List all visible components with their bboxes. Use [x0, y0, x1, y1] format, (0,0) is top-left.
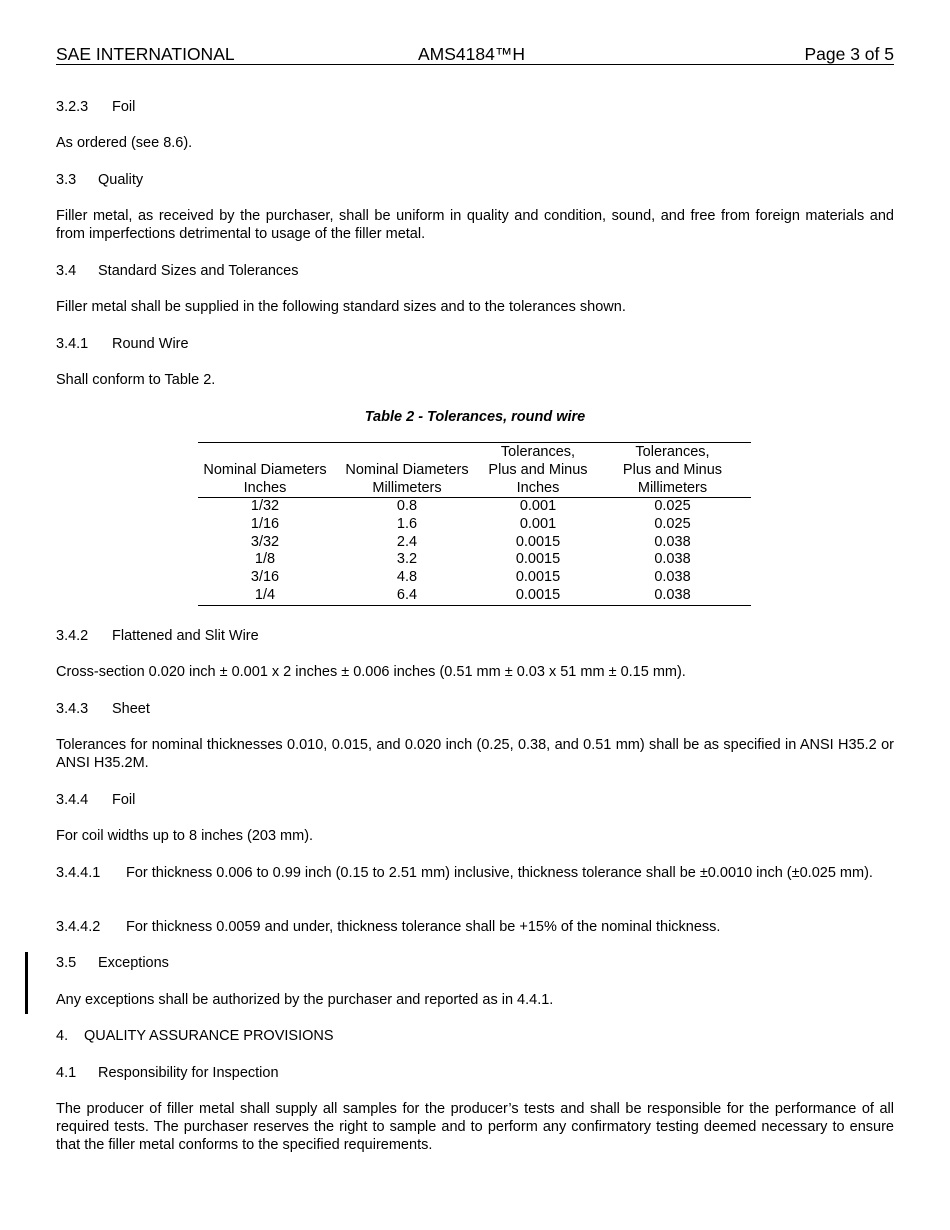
table-row	[198, 587, 751, 605]
section-title: Foil	[112, 792, 136, 808]
section-number: 4.1	[56, 1065, 77, 1081]
table-cell: 0.001	[519, 498, 557, 514]
table-header-cell	[198, 443, 332, 462]
page-header	[56, 44, 894, 65]
table-row	[198, 551, 751, 569]
table-cell: 2.4	[396, 533, 418, 550]
section-title: Round Wire	[112, 336, 189, 352]
table-caption: Table 2 - Tolerances, round wire	[364, 409, 586, 425]
table-header-cell: Millimeters	[332, 479, 482, 498]
heading-4	[56, 1027, 894, 1045]
table-cell: 0.001	[519, 515, 557, 532]
table-cell: 1/8	[254, 551, 276, 568]
heading-3-4	[56, 262, 894, 280]
table-cell: 6.4	[332, 587, 482, 605]
table-header-cell: Inches	[198, 479, 332, 498]
paragraph-3-2-3: As ordered (see 8.6).	[56, 135, 193, 151]
table-cell: 0.038	[654, 533, 691, 550]
table-header-cell: Millimeters	[594, 479, 751, 498]
table-cell: 1/16	[250, 515, 280, 532]
section-number: 4.	[56, 1028, 69, 1044]
table-cell: 1/4	[198, 587, 332, 605]
table-row	[198, 498, 751, 516]
section-number: 3.4.2	[56, 628, 89, 644]
section-title: Foil	[112, 99, 136, 115]
header-page-number: Page 3 of 5	[804, 44, 894, 64]
table-header-cell: Tolerances,	[594, 443, 751, 462]
table-cell: 0.038	[654, 569, 691, 586]
table-row	[198, 569, 751, 587]
table-row	[198, 534, 751, 552]
paragraph-3-5: Any exceptions shall be authorized by the purchaser and reported as in 4.4.1.	[56, 992, 554, 1008]
header-org: SAE INTERNATIONAL	[56, 44, 235, 64]
section-number: 3.3	[56, 172, 77, 188]
paragraph-text: For thickness 0.0059 and under, thickness tolerance shall be +15% of the nominal thickness.	[126, 919, 721, 935]
change-bar	[25, 952, 28, 1014]
table-cell: 0.025	[654, 515, 691, 532]
section-title: Exceptions	[98, 955, 169, 971]
table-cell: 0.0015	[515, 569, 561, 586]
section-title: QUALITY ASSURANCE PROVISIONS	[84, 1028, 334, 1044]
table-cell: 3/32	[250, 533, 280, 550]
paragraph-text: For thickness 0.006 to 0.99 inch (0.15 to 2.51 mm) inclusive, thickness tolerance shall be ±0.0010 inch (±0.025 mm).	[126, 865, 873, 881]
heading-3-5	[56, 954, 894, 972]
table-row	[198, 516, 751, 534]
section-number: 3.4.4	[56, 792, 89, 808]
table-header-cell	[332, 443, 482, 462]
table-cell: 0.038	[594, 587, 751, 605]
table-cell: 0.038	[654, 551, 691, 568]
heading-3-4-1	[56, 335, 894, 353]
table-cell: 1/32	[250, 498, 280, 514]
section-number: 3.4.4.1	[56, 865, 101, 881]
section-title: Sheet	[112, 701, 150, 717]
table-header-cell: Tolerances,	[482, 443, 594, 462]
paragraph-3-4-4: For coil widths up to 8 inches (203 mm).	[56, 828, 314, 844]
table-cell: 0.0015	[515, 533, 561, 550]
section-number: 3.4.1	[56, 336, 89, 352]
section-title: Responsibility for Inspection	[98, 1065, 279, 1081]
table-cell: 0.0015	[482, 587, 594, 605]
table-cell: 4.8	[396, 569, 418, 586]
heading-3-4-4	[56, 791, 894, 809]
table-cell: 0.8	[396, 498, 418, 514]
table-header-row	[198, 479, 751, 498]
table-header-row	[198, 461, 751, 479]
paragraph-3-4-2: Cross-section 0.020 inch ± 0.001 x 2 inches ± 0.006 inches (0.51 mm ± 0.03 x 51 mm ± 0.15 mm).	[56, 664, 686, 680]
table-cell: 0.025	[654, 498, 691, 514]
heading-4-1	[56, 1064, 894, 1082]
section-number: 3.2.3	[56, 99, 89, 115]
paragraph-3-4-4-1	[56, 864, 894, 882]
paragraph-3-3: Filler metal, as received by the purchaser, shall be uniform in quality and condition, sound, and free from foreign materials and from imperfections detrimental to usage of the filler metal.	[56, 208, 894, 242]
section-number: 3.4	[56, 263, 77, 279]
section-title: Standard Sizes and Tolerances	[98, 263, 299, 279]
section-number: 3.4.4.2	[56, 919, 101, 935]
heading-3-4-3	[56, 700, 894, 718]
heading-3-4-2	[56, 627, 894, 645]
paragraph-3-4-4-2	[56, 918, 894, 936]
section-number: 3.5	[56, 955, 77, 971]
table-cell: 3/16	[250, 569, 280, 586]
table-header-cell: Nominal Diameters	[203, 462, 327, 478]
table-header-cell: Plus and Minus	[622, 462, 723, 478]
header-doc-id: AMS4184™H	[418, 44, 525, 64]
section-title: Quality	[98, 172, 144, 188]
table-header-cell: Inches	[482, 479, 594, 498]
heading-3-2-3	[56, 98, 894, 116]
paragraph-3-4: Filler metal shall be supplied in the following standard sizes and to the tolerances shown.	[56, 299, 626, 315]
table-cell: 3.2	[396, 551, 418, 568]
table-header-row	[198, 443, 751, 462]
table-cell: 0.0015	[515, 551, 561, 568]
table-header-cell: Nominal Diameters	[345, 462, 469, 478]
paragraph-4-1: The producer of filler metal shall supply all samples for the producer’s tests and shall be responsible for the performance of all required tests. The purchaser reserves the right to sample and to perform any confirmatory testing deemed necessary to ensure that the filler metal conforms to the specified requirements.	[56, 1101, 894, 1153]
section-number: 3.4.3	[56, 701, 89, 717]
paragraph-3-4-3: Tolerances for nominal thicknesses 0.010, 0.015, and 0.020 inch (0.25, 0.38, and 0.51 mm) shall be as specified in ANSI H35.2 or ANSI H35.2M.	[56, 737, 894, 771]
paragraph-3-4-1: Shall conform to Table 2.	[56, 372, 216, 388]
tolerance-table	[198, 442, 751, 606]
table-header-cell: Plus and Minus	[488, 462, 588, 478]
section-title: Flattened and Slit Wire	[112, 628, 259, 644]
table-cell: 1.6	[396, 515, 418, 532]
heading-3-3	[56, 171, 894, 189]
